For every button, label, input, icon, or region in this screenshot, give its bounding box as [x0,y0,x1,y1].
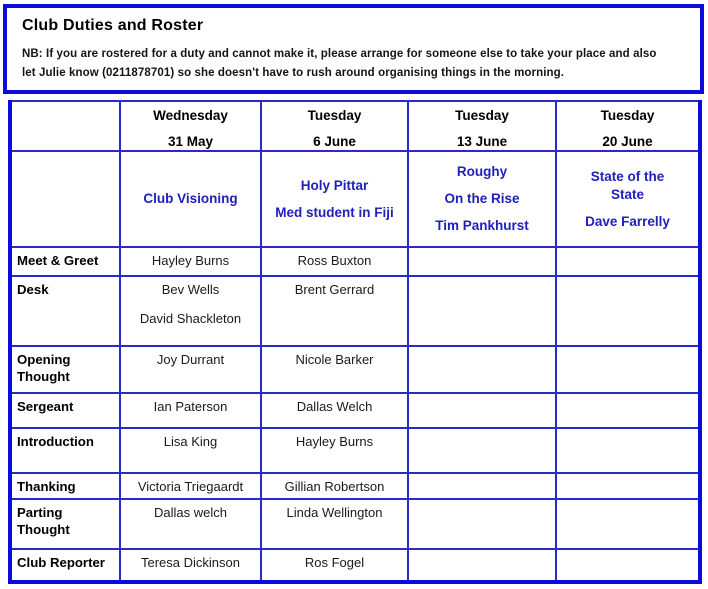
assignment-name: Joy Durrant [156,352,225,367]
program-cell [120,151,261,247]
assignment-name: Dallas welch [154,505,227,520]
day-name: Wednesday [153,108,228,123]
assignment-cell [261,428,408,473]
assignment-cell [408,473,556,499]
duty-label-cell: Parting Thought [10,499,120,549]
duty-row [10,276,700,346]
assignment-cell [261,346,408,393]
assignment-name: Lisa King [163,434,218,449]
assignment-cell [408,428,556,473]
assignment-cell [261,393,408,428]
day-header-cell [556,101,700,151]
program-row [10,151,700,247]
assignment-cell [556,549,700,582]
assignment-name: Brent Gerrard [294,282,375,297]
program-cell [556,151,700,247]
day-header-cell [408,101,556,151]
program-line: Club Visioning [143,191,238,206]
assignment-cell [261,549,408,582]
day-date: 31 May [167,134,214,149]
assignment-cell [556,276,700,346]
duty-label-cell: Club Reporter [10,549,120,582]
page-title: Club Duties and Roster [22,17,204,34]
program-line: Holy Pittar [300,177,369,193]
assignment-cell [556,499,700,549]
program-line: On the Rise [444,191,520,206]
duty-label-cell: Desk [10,276,120,346]
assignment-cell [408,247,556,276]
header-box [3,4,704,94]
assignment-cell [556,428,700,473]
program-line: Med student in Fiji [275,204,394,220]
empty-cell [10,151,120,247]
duty-row [10,428,700,473]
assignment-cell [556,346,700,393]
assignment-name: Teresa Dickinson [141,555,240,570]
assignment-cell [261,276,408,346]
program-line: Dave Farrelly [585,213,670,229]
empty-corner-cell [10,101,120,151]
duty-row [10,247,700,276]
program-cell [408,151,556,247]
assignment-cell [120,499,261,549]
day-date: 13 June [456,134,508,149]
duty-row [10,473,700,499]
assignment-cell [261,499,408,549]
duty-row [10,549,700,582]
program-line: Roughy [456,164,508,179]
day-header-cell [261,101,408,151]
assignment-cell [120,428,261,473]
program-cell [261,151,408,247]
program-line: State of the State [590,168,665,202]
day-header-cell [120,101,261,151]
duty-row [10,346,700,393]
assignment-cell [261,473,408,499]
day-name: Tuesday [307,108,362,123]
assignment-name: David Shackleton [139,311,242,326]
assignment-cell [556,473,700,499]
nb-note-line-2: let Julie know (0211878701) so she doesn't have to rush around organising things in the morning. [22,67,565,79]
assignment-cell [408,276,556,346]
program-line: Tim Pankhurst [435,218,529,233]
assignment-cell [408,393,556,428]
assignment-cell [261,247,408,276]
day-name: Tuesday [600,108,655,123]
assignment-name: Hayley Burns [151,253,230,268]
duty-row [10,393,700,428]
duty-label-cell: Introduction [10,428,120,473]
assignment-cell [408,549,556,582]
assignment-cell [120,276,261,346]
assignment-cell [556,393,700,428]
day-name: Tuesday [455,108,509,123]
assignment-cell [120,393,261,428]
duty-label-cell: Meet & Greet [10,247,120,276]
day-header-row [10,101,700,151]
assignment-name: Gillian Robertson [284,479,385,494]
duty-label-cell: Thanking [10,473,120,499]
assignment-name: Victoria Triegaardt [137,479,244,494]
day-date: 6 June [313,134,356,149]
day-date: 20 June [602,134,653,149]
assignment-name: Nicole Barker [295,352,374,367]
assignment-name: Bev Wells [161,282,220,297]
assignment-name: Ros Fogel [304,555,365,570]
assignment-cell [120,473,261,499]
assignment-cell [408,499,556,549]
assignment-cell [120,549,261,582]
duty-row [10,499,700,549]
duty-label-cell: Opening Thought [10,346,120,393]
assignment-cell [120,346,261,393]
nb-note-line-1: NB: If you are rostered for a duty and cannot make it, please arrange for someone else to take your place and also [22,48,657,60]
assignment-name: Hayley Burns [295,434,374,449]
roster-table [8,100,702,584]
assignment-name: Linda Wellington [286,505,383,520]
assignment-name: Dallas Welch [296,399,373,414]
assignment-cell [408,346,556,393]
duty-label-cell: Sergeant [10,393,120,428]
assignment-name: Ross Buxton [297,253,372,268]
assignment-cell [120,247,261,276]
assignment-cell [556,247,700,276]
assignment-name: Ian Paterson [153,399,228,414]
